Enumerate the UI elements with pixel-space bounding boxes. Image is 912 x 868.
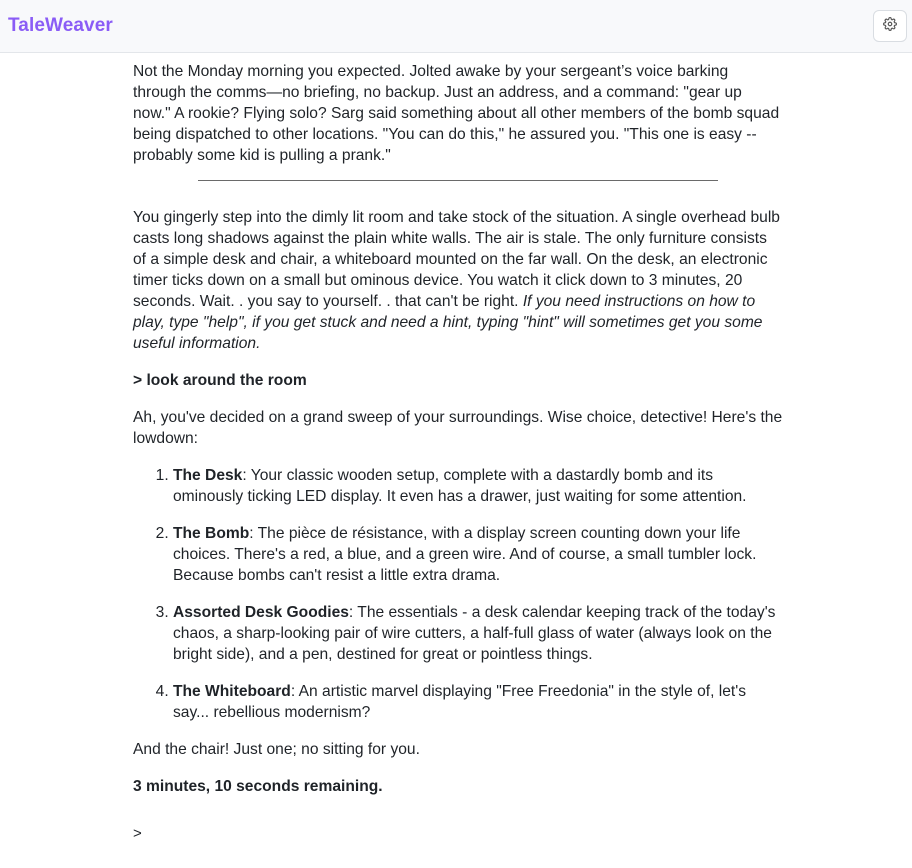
item-text: : An artistic marvel displaying "Free Freedonia" in the style of, let's say... rebellious modernism? <box>173 683 747 721</box>
list-item <box>173 465 783 507</box>
response-intro: Ah, you've decided on a grand sweep of your surroundings. Wise choice, detective! Here's the lowdown: <box>133 409 783 447</box>
item-text: : The essentials - a desk calendar keeping track of the today's chaos, a sharp-looking pair of wire cutters, a half-full glass of water (always look on the bright side), and a pen, destined for great or pointless things. <box>173 604 776 663</box>
divider <box>198 180 718 181</box>
story-content <box>133 61 783 844</box>
time-remaining: 3 minutes, 10 seconds remaining. <box>133 778 383 795</box>
player-command: > look around the room <box>133 372 307 389</box>
scene-text: You gingerly step into the dimly lit room and take stock of the situation. A single overhead bulb casts long shadows against the plain white walls. The air is stale. The only furniture consists of a simple desk and chair, a whiteboard mounted on the far wall. On the desk, an electronic timer ticks down on a small but ominous device. You watch it click down to 3 minutes, 20 seconds. Wait. . you say to yourself. . that can't be right. <box>133 209 780 310</box>
gear-icon <box>883 17 897 36</box>
story-intro: Not the Monday morning you expected. Jolted awake by your sergeant’s voice barking through the comms—no briefing, no backup. Just an address, and a command: "gear up now." A rookie? Flying solo? Sarg said something about all other members of the bomb squad being dispatched to other locations. "You can do this," he assured you. "This one is easy -- probably some kid is pulling a prank." <box>133 63 780 164</box>
room-items-list <box>133 465 783 723</box>
item-title: Assorted Desk Goodies <box>173 604 349 621</box>
list-item <box>173 523 783 586</box>
item-title: The Whiteboard <box>173 683 291 700</box>
item-title: The Desk <box>173 467 243 484</box>
list-item <box>173 602 783 665</box>
chair-note: And the chair! Just one; no sitting for you. <box>133 741 420 758</box>
settings-button[interactable] <box>873 10 907 42</box>
instructions-text: If you need instructions on how to play, type "help", if you get stuck and need a hint, typing "hint" will sometimes get you some useful information. <box>133 293 763 352</box>
item-title: The Bomb <box>173 525 250 542</box>
command-prompt[interactable]: > <box>133 825 142 842</box>
app-title: TaleWeaver <box>8 15 113 36</box>
item-text: : Your classic wooden setup, complete with a dastardly bomb and its ominously ticking LED display. It even has a drawer, just waiting for some attention. <box>173 467 747 505</box>
list-item <box>173 681 783 723</box>
scene-description <box>133 207 783 354</box>
item-text: : The pièce de résistance, with a display screen counting down your life choices. There's a red, a blue, and a green wire. And of course, a small tumbler lock. Because bombs can't resist a little extra drama. <box>173 525 757 584</box>
top-bar <box>0 0 912 53</box>
